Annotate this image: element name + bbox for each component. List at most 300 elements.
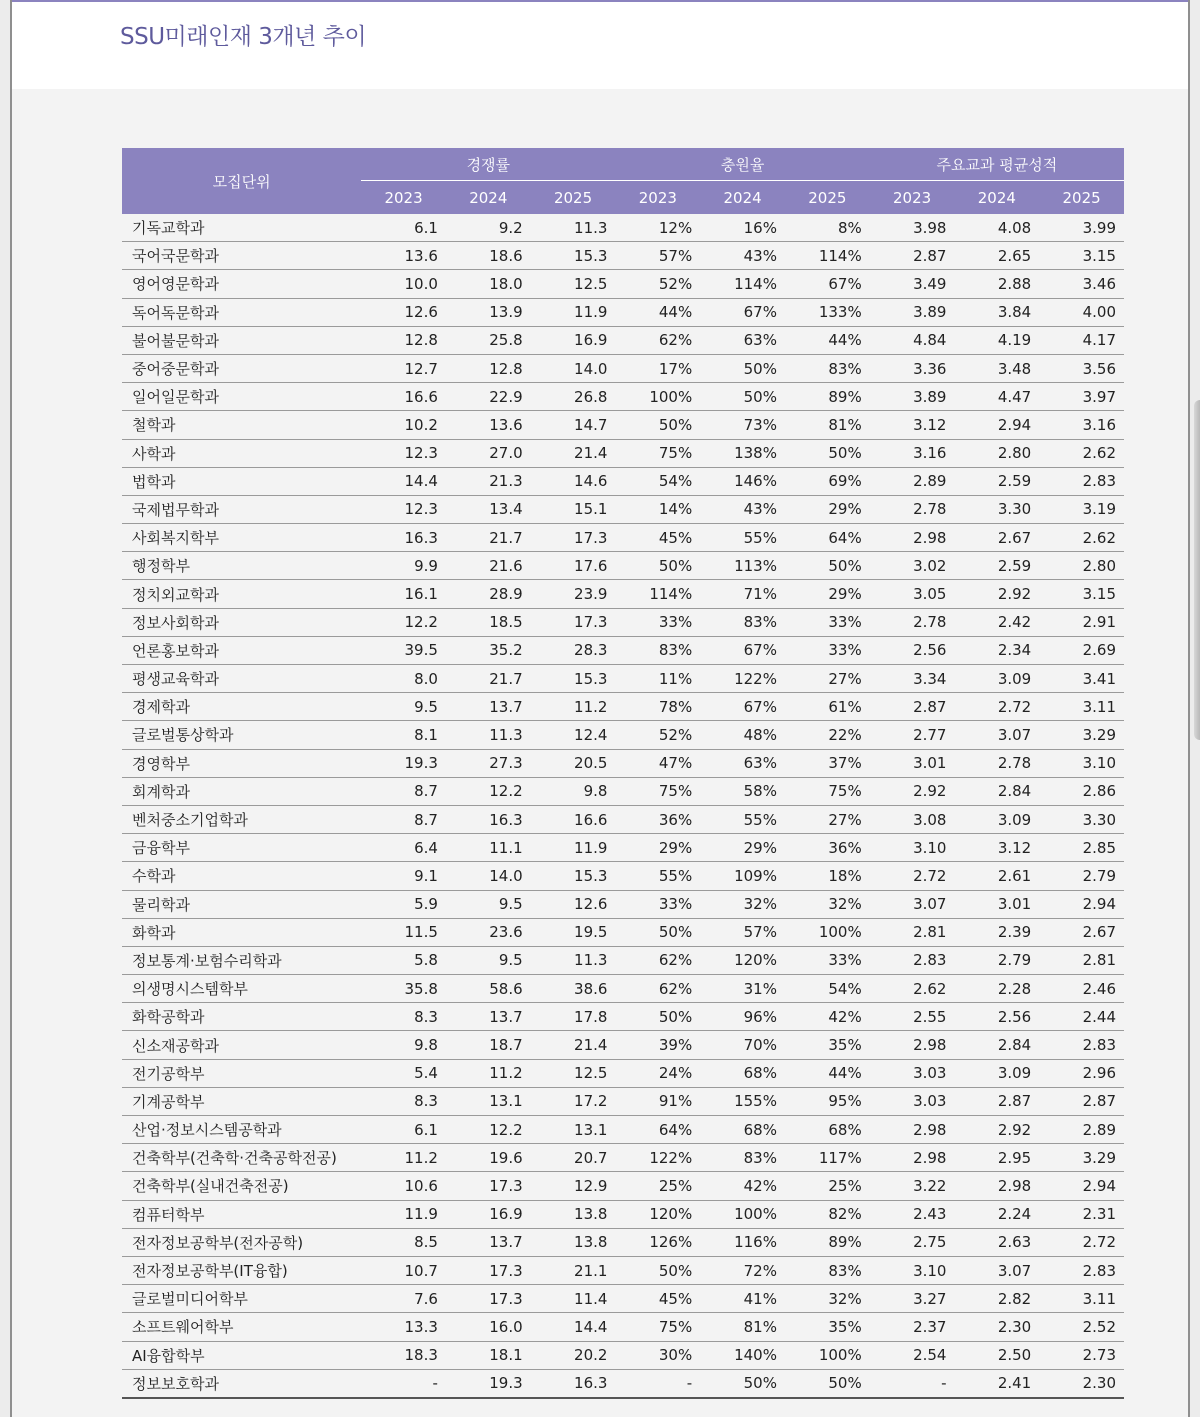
cell-unit-name: 산업·정보시스템공학과: [122, 1116, 361, 1144]
header-unit: 모집단위: [122, 148, 361, 214]
cell-value: 5.4: [361, 1059, 446, 1087]
cell-value: 2.85: [1039, 834, 1124, 862]
cell-value: 32%: [785, 1285, 870, 1313]
cell-value: 19.3: [361, 749, 446, 777]
cell-value: 25%: [785, 1172, 870, 1200]
cell-value: 2.78: [870, 495, 955, 523]
cell-value: 83%: [700, 608, 785, 636]
cell-value: 2.94: [1039, 890, 1124, 918]
cell-value: 27%: [785, 665, 870, 693]
cell-value: 62%: [615, 975, 700, 1003]
cell-value: 12.8: [446, 354, 531, 382]
cell-value: 36%: [785, 834, 870, 862]
cell-value: 25.8: [446, 326, 531, 354]
cell-value: 2.87: [870, 693, 955, 721]
cell-unit-name: 사학과: [122, 439, 361, 467]
table-row: [122, 1172, 1124, 1200]
cell-value: 22.9: [446, 383, 531, 411]
cell-value: 48%: [700, 721, 785, 749]
cell-value: 2.42: [954, 608, 1039, 636]
cell-value: 9.9: [361, 552, 446, 580]
cell-value: 16.1: [361, 580, 446, 608]
cell-value: 113%: [700, 552, 785, 580]
cell-value: 3.34: [870, 665, 955, 693]
cell-value: 2.98: [870, 1144, 955, 1172]
cell-unit-name: 화학과: [122, 918, 361, 946]
cell-value: 15.3: [531, 862, 616, 890]
cell-value: 9.8: [361, 1031, 446, 1059]
cell-value: 100%: [615, 383, 700, 411]
cell-value: 18.6: [446, 242, 531, 270]
cell-value: 83%: [615, 636, 700, 664]
cell-unit-name: 정보보호학과: [122, 1369, 361, 1398]
table-row: [122, 890, 1124, 918]
cell-value: 19.3: [446, 1369, 531, 1398]
cell-value: 58%: [700, 777, 785, 805]
cell-value: 69%: [785, 467, 870, 495]
cell-value: 10.2: [361, 411, 446, 439]
cell-value: 3.03: [870, 1059, 955, 1087]
header-year: 2024: [700, 181, 785, 215]
cell-value: 29%: [785, 495, 870, 523]
cell-value: 75%: [785, 777, 870, 805]
cell-value: 8.0: [361, 665, 446, 693]
cell-value: 3.12: [954, 834, 1039, 862]
cell-value: 114%: [615, 580, 700, 608]
cell-value: 21.7: [446, 524, 531, 552]
table-row: [122, 552, 1124, 580]
cell-value: 120%: [615, 1200, 700, 1228]
cell-value: 57%: [615, 242, 700, 270]
cell-value: 62%: [615, 946, 700, 974]
cell-value: 43%: [700, 242, 785, 270]
cell-value: 14.0: [531, 354, 616, 382]
cell-value: 3.07: [954, 721, 1039, 749]
cell-value: 2.78: [870, 608, 955, 636]
cell-unit-name: 사회복지학부: [122, 524, 361, 552]
cell-value: 11.9: [531, 298, 616, 326]
cell-value: 13.8: [531, 1200, 616, 1228]
cell-value: 15.1: [531, 495, 616, 523]
cell-unit-name: 일어일문학과: [122, 383, 361, 411]
cell-value: 55%: [615, 862, 700, 890]
cell-value: 50%: [615, 1256, 700, 1284]
cell-value: 29%: [615, 834, 700, 862]
cell-value: 2.78: [954, 749, 1039, 777]
cell-value: 16.3: [446, 805, 531, 833]
cell-value: 2.72: [1039, 1228, 1124, 1256]
cell-value: 12.5: [531, 1059, 616, 1087]
cell-value: 54%: [785, 975, 870, 1003]
cell-value: 21.3: [446, 467, 531, 495]
table-row: [122, 721, 1124, 749]
cell-value: 3.19: [1039, 495, 1124, 523]
cell-value: 52%: [615, 270, 700, 298]
cell-unit-name: 회계학과: [122, 777, 361, 805]
cell-value: 2.61: [954, 862, 1039, 890]
cell-value: 70%: [700, 1031, 785, 1059]
cell-value: 13.1: [531, 1116, 616, 1144]
cell-value: 35.8: [361, 975, 446, 1003]
cell-value: 2.46: [1039, 975, 1124, 1003]
table-row: [122, 636, 1124, 664]
cell-value: 73%: [700, 411, 785, 439]
cell-value: 11.9: [361, 1200, 446, 1228]
cell-value: 122%: [700, 665, 785, 693]
cell-value: 12.5: [531, 270, 616, 298]
table-row: [122, 918, 1124, 946]
cell-value: 120%: [700, 946, 785, 974]
cell-value: 20.7: [531, 1144, 616, 1172]
cell-value: 3.46: [1039, 270, 1124, 298]
cell-value: 68%: [700, 1059, 785, 1087]
cell-value: 2.44: [1039, 1003, 1124, 1031]
cell-value: 11.2: [531, 693, 616, 721]
cell-value: 146%: [700, 467, 785, 495]
cell-value: 2.98: [954, 1172, 1039, 1200]
cell-value: 11.2: [361, 1144, 446, 1172]
cell-value: 2.50: [954, 1341, 1039, 1369]
cell-value: 12.2: [361, 608, 446, 636]
table-row: [122, 1059, 1124, 1087]
cell-value: 32%: [785, 890, 870, 918]
cell-value: 12%: [615, 214, 700, 242]
cell-value: 23.6: [446, 918, 531, 946]
cell-value: 89%: [785, 1228, 870, 1256]
cell-value: 117%: [785, 1144, 870, 1172]
cell-value: 2.39: [954, 918, 1039, 946]
cell-value: 13.8: [531, 1228, 616, 1256]
cell-value: 11.1: [446, 834, 531, 862]
cell-value: 2.80: [954, 439, 1039, 467]
cell-value: 2.87: [954, 1087, 1039, 1115]
cell-value: 36%: [615, 805, 700, 833]
table-row: [122, 242, 1124, 270]
cell-unit-name: 철학과: [122, 411, 361, 439]
cell-value: 50%: [615, 411, 700, 439]
cell-value: 100%: [785, 918, 870, 946]
cell-value: 50%: [785, 1369, 870, 1398]
cell-value: 2.84: [954, 1031, 1039, 1059]
cell-value: 44%: [785, 1059, 870, 1087]
cell-value: 13.7: [446, 693, 531, 721]
cell-value: 11%: [615, 665, 700, 693]
cell-value: 8.1: [361, 721, 446, 749]
cell-value: 2.63: [954, 1228, 1039, 1256]
cell-value: 17.8: [531, 1003, 616, 1031]
cell-value: 140%: [700, 1341, 785, 1369]
cell-value: 50%: [785, 439, 870, 467]
cell-value: 4.08: [954, 214, 1039, 242]
cell-value: 35%: [785, 1313, 870, 1341]
cell-value: 21.4: [531, 1031, 616, 1059]
cell-value: 3.11: [1039, 1285, 1124, 1313]
cell-value: 64%: [615, 1116, 700, 1144]
cell-value: 2.30: [1039, 1369, 1124, 1398]
cell-value: 71%: [700, 580, 785, 608]
cell-value: 3.12: [870, 411, 955, 439]
cell-value: 52%: [615, 721, 700, 749]
cell-value: 3.09: [954, 805, 1039, 833]
cell-value: 12.2: [446, 1116, 531, 1144]
cell-value: 2.92: [870, 777, 955, 805]
cell-value: 55%: [700, 524, 785, 552]
cell-value: 16.9: [446, 1200, 531, 1228]
cell-value: 2.62: [1039, 439, 1124, 467]
cell-value: 30%: [615, 1341, 700, 1369]
cell-value: 2.28: [954, 975, 1039, 1003]
table-row: [122, 1285, 1124, 1313]
cell-value: 11.9: [531, 834, 616, 862]
cell-value: 37%: [785, 749, 870, 777]
cell-value: 2.72: [954, 693, 1039, 721]
table-row: [122, 1369, 1124, 1398]
cell-value: 83%: [785, 354, 870, 382]
table-row: [122, 1228, 1124, 1256]
cell-unit-name: 국제법무학과: [122, 495, 361, 523]
table-row: [122, 1144, 1124, 1172]
table-row: [122, 1200, 1124, 1228]
cell-value: 100%: [785, 1341, 870, 1369]
cell-value: 28.9: [446, 580, 531, 608]
cell-value: 95%: [785, 1087, 870, 1115]
cell-value: 3.03: [870, 1087, 955, 1115]
table-row: [122, 1313, 1124, 1341]
cell-value: 44%: [615, 298, 700, 326]
cell-value: 50%: [785, 552, 870, 580]
cell-value: 13.6: [446, 411, 531, 439]
cell-value: 13.3: [361, 1313, 446, 1341]
cell-value: 17.6: [531, 552, 616, 580]
table-row: [122, 1087, 1124, 1115]
cell-value: 35%: [785, 1031, 870, 1059]
cell-value: 6.1: [361, 214, 446, 242]
cell-value: 4.19: [954, 326, 1039, 354]
cell-unit-name: 국어국문학과: [122, 242, 361, 270]
cell-value: 2.84: [954, 777, 1039, 805]
cell-value: 12.6: [531, 890, 616, 918]
cell-value: 63%: [700, 749, 785, 777]
cell-value: 9.5: [446, 890, 531, 918]
cell-unit-name: 금융학부: [122, 834, 361, 862]
header-group-fill-rate: 충원율: [615, 148, 869, 181]
cell-value: 133%: [785, 298, 870, 326]
cell-value: 16.3: [531, 1369, 616, 1398]
table-row: [122, 467, 1124, 495]
cell-value: 13.4: [446, 495, 531, 523]
cell-value: 64%: [785, 524, 870, 552]
cell-value: 75%: [615, 439, 700, 467]
cell-unit-name: 건축학부(실내건축전공): [122, 1172, 361, 1200]
cell-value: 17.3: [531, 608, 616, 636]
cell-value: 33%: [785, 946, 870, 974]
cell-value: 2.96: [1039, 1059, 1124, 1087]
cell-value: 21.6: [446, 552, 531, 580]
cell-value: 3.89: [870, 298, 955, 326]
cell-value: 2.94: [1039, 1172, 1124, 1200]
cell-value: 33%: [615, 608, 700, 636]
table-row: [122, 975, 1124, 1003]
table-row: [122, 805, 1124, 833]
table-row: [122, 411, 1124, 439]
cell-value: 18.1: [446, 1341, 531, 1369]
cell-value: 126%: [615, 1228, 700, 1256]
cell-value: 12.2: [446, 777, 531, 805]
cell-value: 19.5: [531, 918, 616, 946]
cell-value: 21.1: [531, 1256, 616, 1284]
cell-unit-name: 전자정보공학부(IT융합): [122, 1256, 361, 1284]
cell-value: 42%: [785, 1003, 870, 1031]
cell-value: 2.30: [954, 1313, 1039, 1341]
cell-value: 12.9: [531, 1172, 616, 1200]
cell-value: -: [615, 1369, 700, 1398]
header-year: 2023: [870, 181, 955, 215]
cell-value: 13.6: [361, 242, 446, 270]
cell-unit-name: 경영학부: [122, 749, 361, 777]
cell-value: 116%: [700, 1228, 785, 1256]
cell-value: 3.56: [1039, 354, 1124, 382]
table-row: [122, 777, 1124, 805]
cell-value: 10.6: [361, 1172, 446, 1200]
cell-value: 3.98: [870, 214, 955, 242]
cell-value: 2.79: [954, 946, 1039, 974]
cell-value: 33%: [615, 890, 700, 918]
cell-value: 15.3: [531, 665, 616, 693]
cell-unit-name: 신소재공학과: [122, 1031, 361, 1059]
page-header: [12, 2, 1188, 89]
cell-value: 43%: [700, 495, 785, 523]
table-row: [122, 862, 1124, 890]
cell-unit-name: 수학과: [122, 862, 361, 890]
cell-value: 2.62: [1039, 524, 1124, 552]
cell-value: 8.3: [361, 1003, 446, 1031]
cell-value: 2.87: [1039, 1087, 1124, 1115]
cell-value: 16.6: [531, 805, 616, 833]
cell-value: 67%: [785, 270, 870, 298]
cell-value: 2.41: [954, 1369, 1039, 1398]
cell-value: 19.6: [446, 1144, 531, 1172]
cell-value: 67%: [700, 693, 785, 721]
cell-value: 9.5: [361, 693, 446, 721]
table-row: [122, 495, 1124, 523]
cell-value: 2.73: [1039, 1341, 1124, 1369]
cell-value: 15.3: [531, 242, 616, 270]
cell-value: 62%: [615, 326, 700, 354]
cell-value: 13.7: [446, 1003, 531, 1031]
cell-value: 50%: [700, 1369, 785, 1398]
table-row: [122, 749, 1124, 777]
cell-value: 50%: [615, 552, 700, 580]
cell-value: 17.3: [446, 1256, 531, 1284]
table-row: [122, 524, 1124, 552]
cell-value: 7.6: [361, 1285, 446, 1313]
cell-value: 2.65: [954, 242, 1039, 270]
table-row: [122, 383, 1124, 411]
cell-value: 2.83: [1039, 467, 1124, 495]
cell-value: 27%: [785, 805, 870, 833]
cell-value: 2.80: [1039, 552, 1124, 580]
cell-value: 3.02: [870, 552, 955, 580]
cell-value: 14.0: [446, 862, 531, 890]
cell-unit-name: 건축학부(건축학·건축공학전공): [122, 1144, 361, 1172]
cell-value: 2.67: [1039, 918, 1124, 946]
cell-value: 9.1: [361, 862, 446, 890]
header-year: 2023: [615, 181, 700, 215]
cell-value: 2.87: [870, 242, 955, 270]
cell-value: 11.3: [531, 946, 616, 974]
cell-value: 2.83: [1039, 1256, 1124, 1284]
cell-value: 68%: [785, 1116, 870, 1144]
table-row: [122, 1116, 1124, 1144]
cell-value: 78%: [615, 693, 700, 721]
cell-value: 114%: [785, 242, 870, 270]
cell-value: 20.2: [531, 1341, 616, 1369]
cell-value: 3.16: [1039, 411, 1124, 439]
cell-value: 3.15: [1039, 580, 1124, 608]
cell-unit-name: 불어불문학과: [122, 326, 361, 354]
table-row: [122, 693, 1124, 721]
cell-value: 18.3: [361, 1341, 446, 1369]
cell-value: 50%: [615, 918, 700, 946]
cell-value: 3.10: [870, 834, 955, 862]
header-year: 2023: [361, 181, 446, 215]
cell-value: 2.75: [870, 1228, 955, 1256]
cell-unit-name: 경제학과: [122, 693, 361, 721]
cell-value: 8.3: [361, 1087, 446, 1115]
cell-value: 2.31: [1039, 1200, 1124, 1228]
cell-value: 17.2: [531, 1087, 616, 1115]
cell-value: 3.09: [954, 1059, 1039, 1087]
cell-value: 45%: [615, 524, 700, 552]
cell-value: 3.97: [1039, 383, 1124, 411]
cell-value: 45%: [615, 1285, 700, 1313]
cell-value: 3.05: [870, 580, 955, 608]
cell-value: 12.6: [361, 298, 446, 326]
cell-unit-name: 컴퓨터학부: [122, 1200, 361, 1228]
cell-value: 38.6: [531, 975, 616, 1003]
cell-value: 2.95: [954, 1144, 1039, 1172]
cell-value: 3.49: [870, 270, 955, 298]
cell-value: 9.2: [446, 214, 531, 242]
cell-value: 33%: [785, 636, 870, 664]
cell-value: 83%: [785, 1256, 870, 1284]
edge-scroll-handle[interactable]: [1194, 400, 1200, 740]
cell-value: 29%: [785, 580, 870, 608]
cell-value: 75%: [615, 1313, 700, 1341]
cell-value: 47%: [615, 749, 700, 777]
cell-value: 44%: [785, 326, 870, 354]
header-group-avg-grade: 주요교과 평균성적: [870, 148, 1124, 181]
cell-value: 3.07: [954, 1256, 1039, 1284]
cell-value: 2.83: [870, 946, 955, 974]
cell-value: 33%: [785, 608, 870, 636]
cell-value: 39.5: [361, 636, 446, 664]
cell-value: 3.84: [954, 298, 1039, 326]
header-year: 2025: [1039, 181, 1124, 215]
cell-unit-name: 의생명시스템학부: [122, 975, 361, 1003]
cell-value: 68%: [700, 1116, 785, 1144]
cell-value: 8.7: [361, 805, 446, 833]
cell-value: 2.54: [870, 1341, 955, 1369]
cell-value: 9.8: [531, 777, 616, 805]
cell-value: 2.92: [954, 580, 1039, 608]
cell-value: 12.8: [361, 326, 446, 354]
cell-value: 2.98: [870, 1031, 955, 1059]
cell-value: 3.11: [1039, 693, 1124, 721]
cell-value: 3.29: [1039, 721, 1124, 749]
cell-value: 12.3: [361, 495, 446, 523]
cell-value: 9.5: [446, 946, 531, 974]
